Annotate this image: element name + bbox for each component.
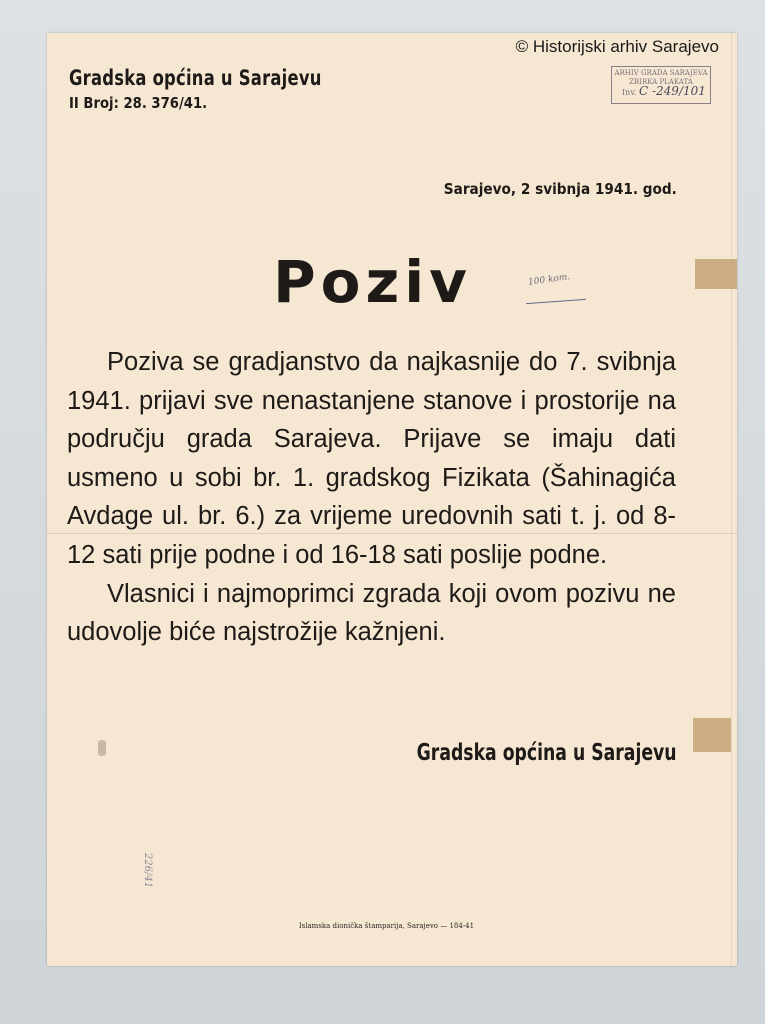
stamp-inventory-label: Inv. xyxy=(622,88,637,97)
stamp-line-2: ZBIRKA PLAKATA xyxy=(629,78,693,86)
signature: Gradska općina u Sarajevu xyxy=(417,740,677,766)
date-line: Sarajevo, 2 svibnja 1941. god. xyxy=(443,180,677,198)
stamp-inventory-number: C -249/101 xyxy=(638,84,706,98)
copyright-notice: © Historijski arhiv Sarajevo xyxy=(515,37,719,56)
stamp-line-1: ARHIV GRADA SARAJEVA xyxy=(614,69,708,77)
pencil-annotation: 100 kom. xyxy=(527,272,571,288)
printer-imprint: Islamska dionička štamparija, Sarajevo — 184-41 xyxy=(298,922,475,930)
notice-paragraph-2: Vlasnici i najmoprimci zgrada koji ovom pozivu ne udovolje biće najstrožije kažnjeni. xyxy=(67,579,676,647)
fold-line-vertical xyxy=(731,33,732,966)
notice-paragraph-1: Poziva se gradjanstvo da najkasnije do 7. svibnja 1941. prijavi sve nenastanjene stanove i prostorije na području grada Sarajeva. Prijave se imaju dati usmeno u sobi br. 1. gradskog Fizikata (Šahinagića Avdage ul. br. 6.) za vrijeme uredovnih sati t. j. od 8-12 sati prije podne i od 16-18 sati poslije podne. xyxy=(67,348,676,569)
stamp-inventory xyxy=(612,84,710,98)
paper-stain xyxy=(98,740,106,756)
pencil-vertical-annotation: 226/41 xyxy=(142,852,154,889)
archive-stamp xyxy=(611,66,711,104)
reference-number: II Broj: 28. 376/41. xyxy=(69,94,208,112)
organization-name: Gradska općina u Sarajevu xyxy=(69,66,322,90)
notice-body xyxy=(67,343,676,652)
letterhead xyxy=(69,66,393,112)
document-title: Poziv xyxy=(273,248,472,316)
tape-strip-bottom-right xyxy=(693,718,731,752)
